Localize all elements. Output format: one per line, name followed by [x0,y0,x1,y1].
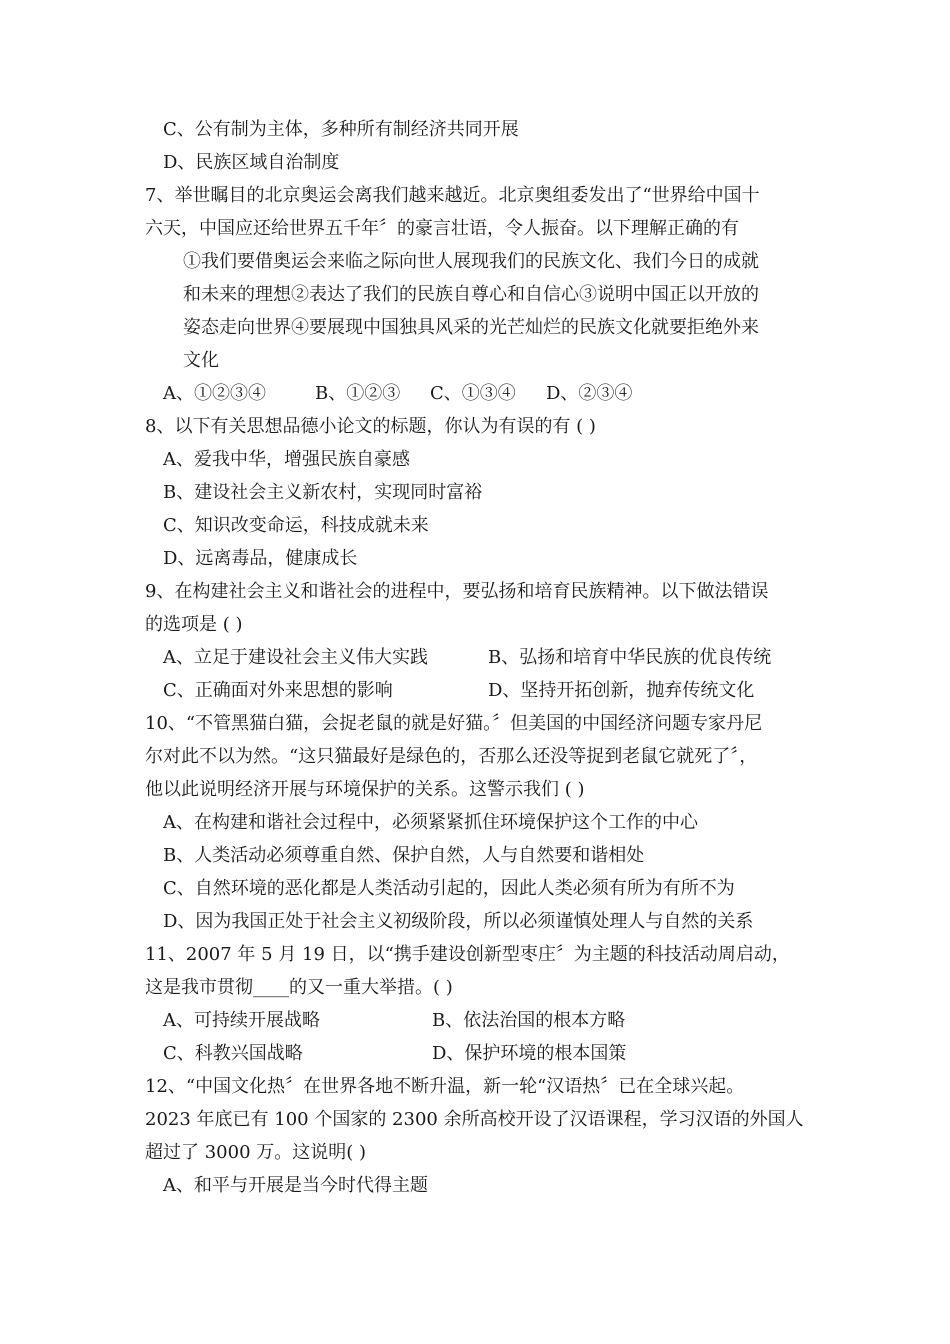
q12-stem-line-1: 12、“中国文化热〞在世界各地不断升温，新一轮“汉语热〞已在全球兴起。 [145,1076,745,1097]
q10-option-c: C、自然环境的恶化都是人类活动引起的，因此人类必须有所为有所不为 [163,878,735,899]
q9-stem-line-1: 9、在构建社会主义和谐社会的进程中，要弘扬和培育民族精神。以下做法错误 [145,581,769,602]
q10-option-b: B、人类活动必须尊重自然、保护自然，人与自然要和谐相处 [163,845,645,866]
q11-option-b: B、依法治国的根本方略 [432,1010,626,1031]
q11-option-d: D、保护环境的根本国策 [432,1043,627,1064]
q7-option-c: C、①③④ [430,383,516,404]
q7-stem-line-2: 六天，中国应还给世界五千年〞的豪言壮语，令人振奋。以下理解正确的有 [145,218,739,239]
q11-option-a: A、可持续开展战略 [163,1010,320,1031]
q12-stem-line-3: 超过了 3000 万。这说明( ) [145,1142,367,1163]
q9-stem-line-2: 的选项是 ( ) [145,614,243,635]
q6-option-d: D、民族区域自治制度 [163,152,340,173]
q8-stem: 8、以下有关思想品德小论文的标题，你认为有误的有 ( ) [145,416,596,437]
q11-stem-line-1: 11、2007 年 5 月 19 日，以“携手建设创新型枣庄〞为主题的科技活动周启动， [145,944,790,965]
q6-option-c: C、公有制为主体，多种所有制经济共同开展 [163,119,519,140]
q7-option-d: D、②③④ [546,383,633,404]
q8-option-c: C、知识改变命运，科技成就未来 [163,515,429,536]
q11-stem-line-2: 这是我市贯彻____的又一重大举措。( ) [145,977,453,998]
q9-option-b: B、弘扬和培育中华民族的优良传统 [488,647,772,668]
q8-option-d: D、远离毒品，健康成长 [163,548,358,569]
q12-option-a: A、和平与开展是当今时代得主题 [163,1175,428,1196]
q10-stem-line-1: 10、“不管黑猫白猫，会捉老鼠的就是好猫。〞但美国的中国经济问题专家丹尼 [145,713,763,734]
q10-stem-line-2: 尔对此不以为然。“这只猫最好是绿色的，否那么还没等捉到老鼠它就死了〞， [145,746,758,767]
q8-option-b: B、建设社会主义新农村，实现同时富裕 [163,482,483,503]
q10-stem-line-3: 他以此说明经济开展与环境保护的关系。这警示我们 ( ) [145,779,585,800]
q7-option-a: A、①②③④ [163,383,266,404]
q9-option-c: C、正确面对外来思想的影响 [163,680,393,701]
q9-option-d: D、坚持开拓创新，抛弃传统文化 [488,680,755,701]
q9-option-a: A、立足于建设社会主义伟大实践 [163,647,428,668]
q11-option-c: C、科教兴国战略 [163,1043,303,1064]
q7-statement-line-3: 姿态走向世界④要展现中国独具风采的光芒灿烂的民族文化就要拒绝外来 [183,317,759,338]
q10-option-a: A、在构建和谐社会过程中，必须紧紧抓住环境保护这个工作的中心 [163,812,698,833]
q7-stem-line-1: 7、举世瞩目的北京奥运会离我们越来越近。北京奥组委发出了“世界给中国十 [145,185,760,206]
q7-statement-line-4: 文化 [183,350,219,371]
q10-option-d: D、因为我国正处于社会主义初级阶段，所以必须谨慎处理人与自然的关系 [163,911,754,932]
q12-stem-line-2: 2023 年底已有 100 个国家的 2300 余所高校开设了汉语课程，学习汉语的外国人 [145,1109,804,1130]
q7-statement-line-1: ①我们要借奥运会来临之际向世人展现我们的民族文化、我们今日的成就 [183,251,759,272]
q7-option-b: B、①②③ [315,383,401,404]
q8-option-a: A、爱我中华，增强民族自豪感 [163,449,410,470]
q7-statement-line-2: 和未来的理想②表达了我们的民族自尊心和自信心③说明中国正以开放的 [183,284,759,305]
